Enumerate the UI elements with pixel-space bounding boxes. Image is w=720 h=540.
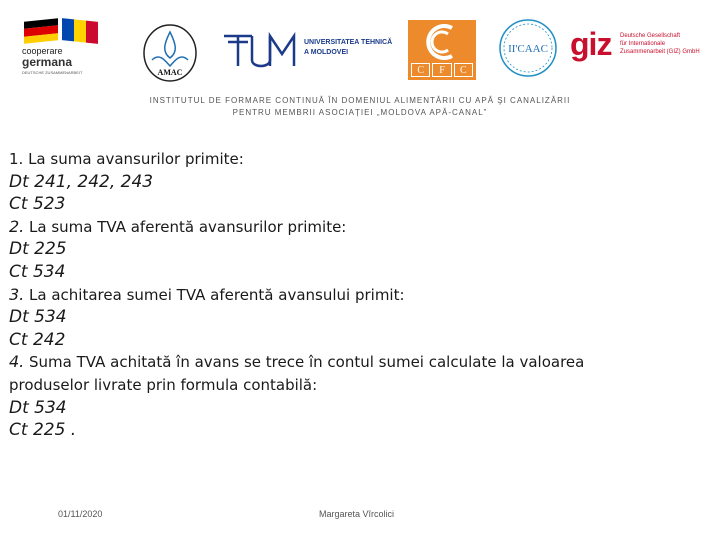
logo-bar <box>0 0 720 90</box>
slide-content <box>9 148 709 442</box>
institute-title-line2: PENTRU MEMBRII ASOCIAȚIEI „MOLDOVA APĂ-CANAL” <box>232 108 488 117</box>
giz-mark: giz <box>570 26 612 62</box>
item2-title-row <box>9 216 709 239</box>
cfc-c-icon <box>408 20 476 64</box>
item4-credit: Ct 225 . <box>9 420 77 441</box>
cfc-letter-2: F <box>432 63 451 77</box>
utm-mark-icon <box>222 30 302 70</box>
cfc-letter-3: C <box>454 63 473 77</box>
giz-line1: Deutsche Gesellschaft <box>620 33 681 39</box>
cfc-logo <box>408 20 476 80</box>
item2-debit: Dt 225 <box>9 239 67 260</box>
coop-line2: germana <box>22 55 73 69</box>
utm-line1: UNIVERSITATEA TEHNICĂ <box>304 39 393 46</box>
item2-credit: Ct 534 <box>9 261 66 282</box>
cooperare-germana-logo <box>18 18 110 76</box>
iicaac-logo <box>498 18 558 78</box>
amac-logo <box>140 22 200 84</box>
germany-flag-icon <box>24 18 58 44</box>
giz-line2: für Internationale <box>620 41 666 47</box>
item4-title-row <box>9 351 709 374</box>
item4-title-line2: produselor livrate prin formula contabilă: <box>9 375 318 394</box>
item2-title: La suma TVA aferentă avansurilor primite: <box>24 217 347 236</box>
moldova-flag-icon <box>62 18 98 44</box>
footer-author: Margareta Vîrcolici <box>319 509 395 519</box>
utm-line2: A MOLDOVEI <box>304 49 349 56</box>
item1-credit: Ct 523 <box>9 194 66 215</box>
iicaac-label: II'CAAC <box>508 43 548 55</box>
giz-line3: Zusammenarbeit (GIZ) GmbH <box>620 49 700 55</box>
item4-number: 4. <box>9 352 25 372</box>
coop-line3: DEUTSCHE ZUSAMMENARBEIT <box>22 70 83 75</box>
coop-line1: cooperare <box>22 46 63 56</box>
item4-title-line1: Suma TVA achitată în avans se trece în contul sumei calculate la valoarea <box>24 353 585 372</box>
item3-number: 3. <box>9 284 25 304</box>
item3-title-row <box>9 284 709 307</box>
item2-number: 2. <box>9 216 25 236</box>
cfc-letter-1: C <box>411 63 430 77</box>
utm-logo <box>222 30 402 70</box>
item3-debit: Dt 534 <box>9 307 67 328</box>
amac-label: AMAC <box>157 68 183 77</box>
footer-date: 01/11/2020 <box>58 509 103 519</box>
giz-logo <box>570 26 710 66</box>
item1-title: 1. La suma avansurilor primite: <box>9 150 244 168</box>
item1-debit: Dt 241, 242, 243 <box>9 171 154 192</box>
institute-title-line1: INSTITUTUL DE FORMARE CONTINUĂ ÎN DOMENIUL ALIMENTĂRII CU APĂ ŞI CANALIZĂRII <box>149 96 571 105</box>
item3-title: La achitarea sumei TVA aferentă avansului primit: <box>24 285 405 304</box>
item4-debit: Dt 534 <box>9 397 67 418</box>
item3-credit: Ct 242 <box>9 329 66 350</box>
